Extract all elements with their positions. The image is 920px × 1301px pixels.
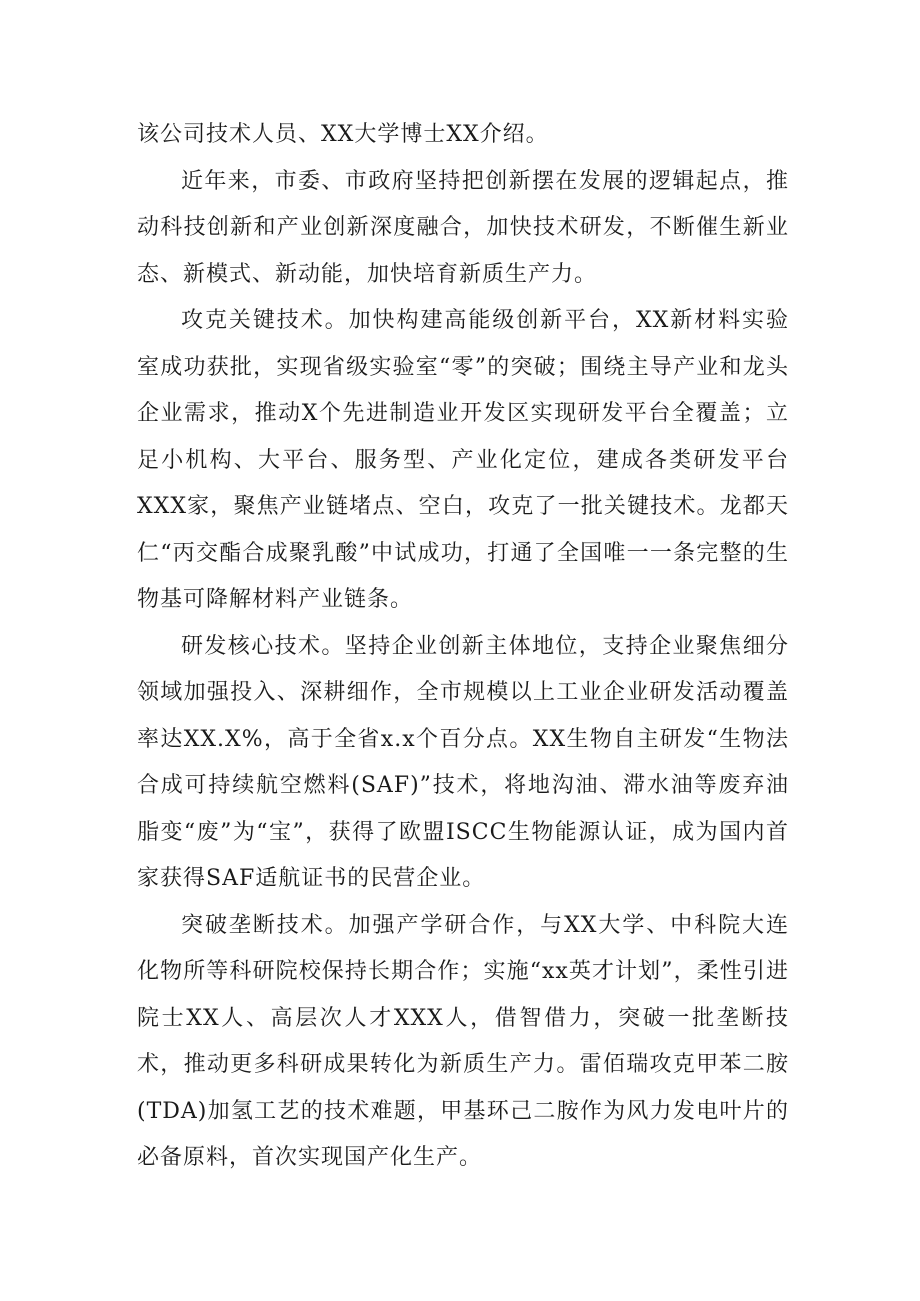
- paragraph-intro: 近年来，市委、市政府坚持把创新摆在发展的逻辑起点，推动科技创新和产业创新深度融合，加快技术研发，不断催生新业态、新模式、新动能，加快培育新质生产力。: [137, 168, 789, 287]
- paragraph-continued: 该公司技术人员、XX大学博士XX介绍。: [137, 122, 549, 147]
- paragraph-monopoly-technology: 突破垄断技术。加强产学研合作，与XX大学、中科院大连化物所等科研院校保持长期合作；实施“xx英才计划”，柔性引进院士XX人、高层次人才XXX人，借智借力，突破一批垄断技术，推动更多科研成果转化为新质生产力。雷佰瑞攻克甲苯二胺(TDA)加氢工艺的技术难题，甲基环己二胺作为风力发电叶片的必备原料，首次实现国产化生产。: [137, 912, 789, 1170]
- paragraph-core-technology: 研发核心技术。坚持企业创新主体地位，支持企业聚焦细分领域加强投入、深耕细作，全市规模以上工业企业研发活动覆盖率达XX.X%，高于全省x.x个百分点。XX生物自主研发“生物法合成可持续航空燃料(SAF)”技术，将地沟油、滞水油等废弃油脂变“废”为“宝”，获得了欧盟ISCC生物能源认证，成为国内首家获得SAF适航证书的民营企业。: [137, 633, 789, 891]
- document-body: [137, 112, 789, 1182]
- paragraph-key-technology: 攻克关键技术。加快构建高能级创新平台，XX新材料实验室成功获批，实现省级实验室“零”的突破；围绕主导产业和龙头企业需求，推动X个先进制造业开发区实现研发平台全覆盖；立足小机构、大平台、服务型、产业化定位，建成各类研发平台XXX家，聚焦产业链堵点、空白，攻克了一批关键技术。龙都天仁“丙交酯合成聚乳酸”中试成功，打通了全国唯一一条完整的生物基可降解材料产业链条。: [137, 308, 789, 612]
